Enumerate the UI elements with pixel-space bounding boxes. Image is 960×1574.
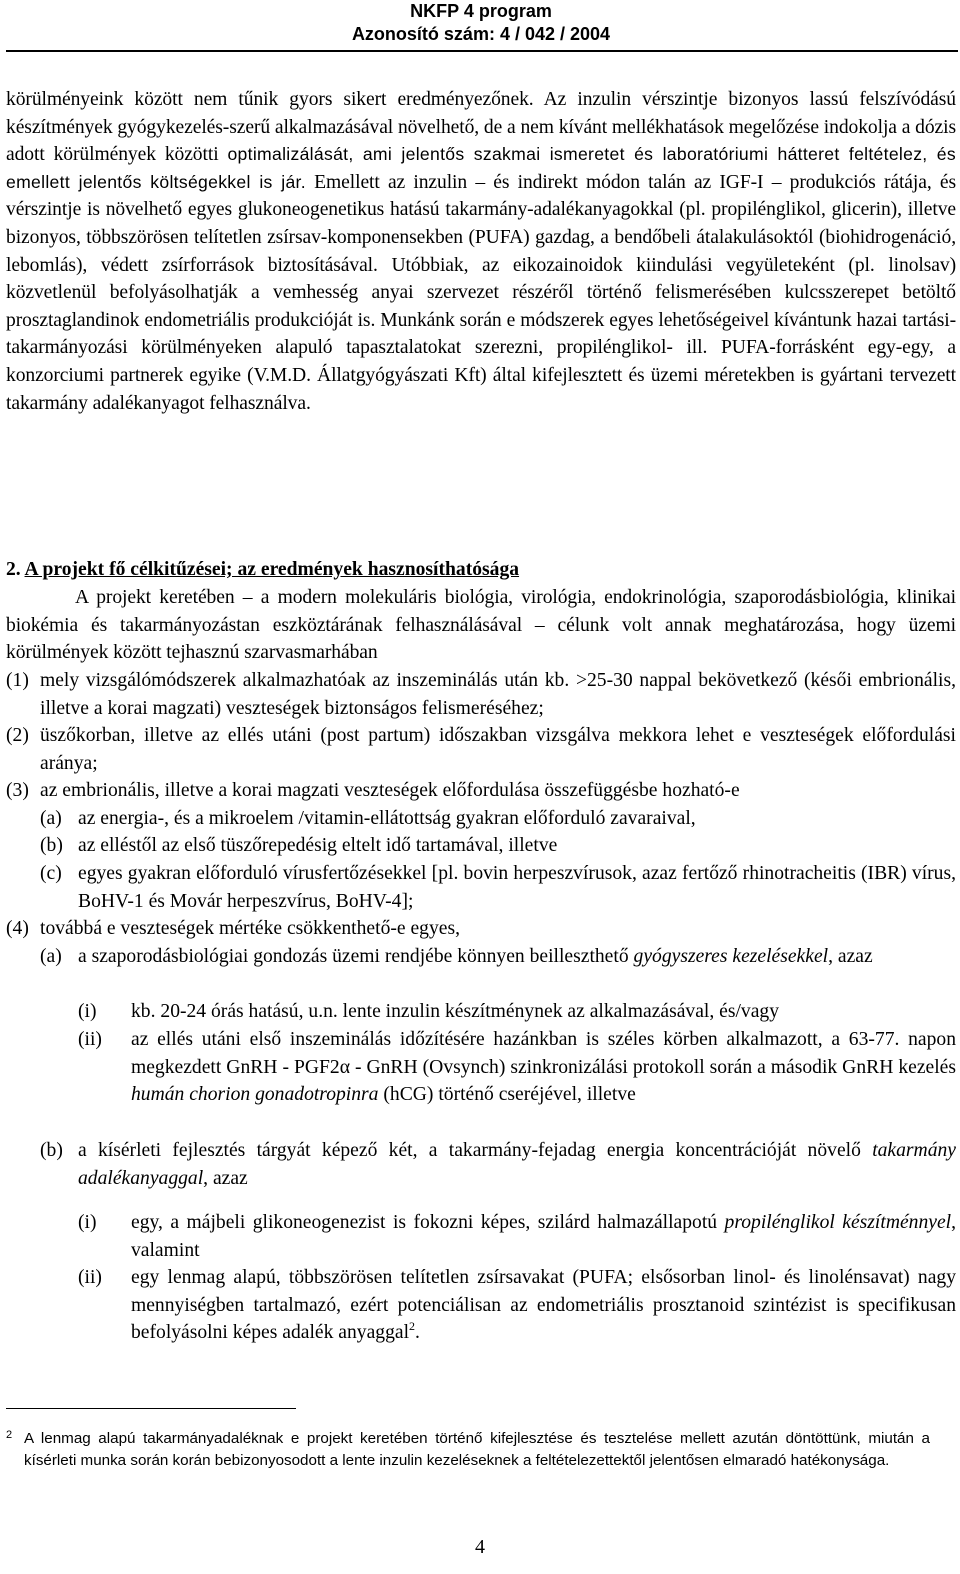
item-4b-text bbox=[78, 1137, 956, 1192]
item-4b-ii-text bbox=[131, 1264, 956, 1347]
item-4b-i-italic: propilénglikol készítménnyel bbox=[724, 1212, 952, 1233]
intro-text-3: Emellett az inzulin – és indirekt módon talán az IGF-I – produkciós rátája, és vérszintje is növelhető egyes glukoneogenetikus hatású takarmány-adalékanyagokkal (pl. propilénglikol, glicerin), illetve bizonyos, többszörösen telítetlen zsírsav-komponensekben (PUFA) gazdag, a bendőbeli átalakulásoktól (biohidrogenáció, lebomlás), védett zsírforrások biztosításával. Utóbbiak, az eikozainoidok kiindulási vegyületeként (pl. linolsav) közvetlenül befolyásolhatják a vemhesség anyai szervezet részéről történő felismerésében kulcsszerepet betöltő prosztaglandinok endometriális produkcióját is. Munkánk során e módszerek egyes lehetőségeivel kívántunk hazai tartási-takarmányozási körülményeken alapuló tapasztalatokat szerezni, propilénglikol- ill. PUFA-forrásként egy-egy, a konzorciumi partnerek egyike (V.M.D. Állatgyógyászati Kft) által kifejlesztett és üzemi méretekben is gyártani tervezett takarmány adalékanyagot felhasználva. bbox=[6, 171, 956, 414]
item-4a-ii-body-2: - GnRH (Ovsynch) szinkronizálási protokoll során a második GnRH kezelés bbox=[349, 1056, 956, 1078]
item-4a-italic: gyógyszeres kezelésekkel bbox=[633, 946, 829, 967]
item-3-text: az embrionális, illetve a korai magzati veszteségek előfordulása összefüggésbe hozható-e bbox=[40, 780, 740, 801]
footnote-reference[interactable]: 2 bbox=[409, 1319, 416, 1334]
page-number: 4 bbox=[475, 1536, 485, 1558]
item-4a-ii-body: az ellés utáni első inszeminálás időzítésére hazánkban is széles körben alkalmazott, a 63-77. napon megkezdett GnRH - PGF2 bbox=[131, 1029, 956, 1078]
intro-text-1: körülményeink között nem tűnik gyors sikert eredményezőnek. Az inzulin vérszintje bizonyos lassú felszívódású készítmények gyógykezelés-szerű alkalmazásával növelhető, de a nem kívánt mellékhatások megelőzése indokolja a dózis adott körülmények közötti bbox=[6, 89, 956, 166]
item-4a-ii-text bbox=[131, 1026, 956, 1109]
footnote-marker: 2 bbox=[6, 1429, 13, 1441]
item-4a-tail: , azaz bbox=[828, 946, 873, 967]
item-4a-text bbox=[78, 943, 956, 971]
item-1-body: mely vizsgálómódszerek alkalmazhatóak az inszeminálás után kb. >25-30 nappal bekövetkező (késői embrionális, illetve a korai magzati) veszteségek biztonságos felismeréséhez; bbox=[40, 670, 956, 719]
item-4b-i-tail: , valamint bbox=[131, 1212, 957, 1261]
item-2-number: (2) bbox=[6, 725, 29, 746]
item-1-text bbox=[40, 667, 956, 722]
item-4b-italic: takarmány adalékanyaggal bbox=[78, 1140, 956, 1189]
identifier-line: Azonosító szám: 4 / 042 / 2004 bbox=[351, 24, 611, 44]
item-4a-ii-tail: (hCG) történő cseréjével, illetve bbox=[378, 1084, 636, 1106]
item-4-text: továbbá e veszteségek mértéke csökkenthető-e egyes, bbox=[40, 918, 460, 939]
item-4b-ii-label: (ii) bbox=[78, 1267, 102, 1288]
footnote-text: A lenmag alapú takarmányadaléknak e projekt keretében történő kifejlesztése és tesztelése mellett azután döntöttünk, miután a kísérleti munka során korán bebizonyosodott a lente inzulin kezeléseknek a feltételezettektől jelentősen elmaradó hatékonysága. bbox=[24, 1430, 930, 1469]
item-3b-text: az elléstől az első tüszőrepedésig eltelt idő tartamával, illetve bbox=[78, 835, 558, 856]
item-3a-label: (a) bbox=[40, 808, 62, 829]
item-3a-text: az energia-, és a mikroelem /vitamin-ellátottság gyakran előforduló zavaraival, bbox=[78, 808, 696, 829]
item-4-number: (4) bbox=[6, 918, 29, 939]
header-rule bbox=[6, 50, 958, 52]
intro-text-2: optimalizálását, ami jelentős szakmai ismeretet és laboratóriumi hátteret feltételez, és emellett jelentős költségekkel is jár. bbox=[6, 144, 956, 192]
item-4b-ii-end: . bbox=[415, 1322, 420, 1344]
section-title: A projekt fő célkitűzései; az eredmények hasznosíthatósága bbox=[24, 559, 520, 580]
item-3c-label: (c) bbox=[40, 863, 62, 884]
item-4b-ii-body: egy lenmag alapú, többszörösen telítetlen zsírsavakat (PUFA; elsősorban linol- és linolénsavat) nagy mennyiségben tartalmazó, ezért potenciálisan az endometriális prosztanoid szintézist is specifikusan befolyásolni képes adalék anyaggal bbox=[131, 1267, 956, 1344]
item-4b-i-body: egy, a májbeli glikoneogenezist is fokozni képes, szilárd halmazállapotú bbox=[131, 1212, 725, 1233]
section-lead: A projekt keretében – a modern molekuláris biológia, virológia, endokrinológia, szaporodásbiológia, klinikai biokémia és takarmányozástan eszköztárának felhasználásával – célunk volt annak meghatározása, hogy üzemi körülmények között tejhasznú szarvasmarhában bbox=[6, 587, 956, 664]
item-4a-body: a szaporodásbiológiai gondozás üzemi rendjébe könnyen beilleszthető bbox=[78, 946, 634, 967]
item-3-number: (3) bbox=[6, 780, 29, 801]
item-4b-tail: , azaz bbox=[203, 1167, 248, 1189]
item-4a-i-text: kb. 20-24 órás hatású, u.n. lente inzulin készítménynek az alkalmazásával, és/vagy bbox=[131, 1001, 780, 1022]
item-4b-label: (b) bbox=[40, 1140, 63, 1161]
item-4b-body: a kísérleti fejlesztés tárgyát képező két, a takarmány-fejadag energia koncentrációját növelő bbox=[78, 1140, 873, 1161]
item-1-number: (1) bbox=[6, 670, 29, 691]
item-4a-label: (a) bbox=[40, 946, 62, 967]
footnote-separator bbox=[6, 1408, 296, 1409]
item-3c-text: egyes gyakran előforduló vírusfertőzésekkel [pl. bovin herpeszvírusok, azaz fertőző rhinotracheitis (IBR) vírus, BoHV-1 és Movár herpeszvírus, BoHV-4]; bbox=[78, 863, 956, 912]
section-heading bbox=[6, 556, 519, 583]
item-2-body: üszőkorban, illetve az ellés utáni (post partum) időszakban vizsgálva mekkora lehet e veszteségek előfordulási aránya; bbox=[40, 725, 956, 774]
alpha-symbol: α bbox=[339, 1056, 350, 1078]
item-4b-i-text bbox=[131, 1209, 956, 1264]
item-4b-i-label: (i) bbox=[78, 1212, 97, 1233]
item-4a-ii-italic: humán chorion gonadotropinra bbox=[131, 1084, 379, 1106]
item-4a-i-label: (i) bbox=[78, 1001, 97, 1022]
intro-paragraph bbox=[6, 86, 956, 417]
item-3b-label: (b) bbox=[40, 835, 63, 856]
program-title: NKFP 4 program bbox=[410, 1, 552, 21]
item-2-text bbox=[40, 722, 956, 777]
section-number: 2. bbox=[6, 559, 21, 580]
item-4a-ii-label: (ii) bbox=[78, 1029, 102, 1050]
